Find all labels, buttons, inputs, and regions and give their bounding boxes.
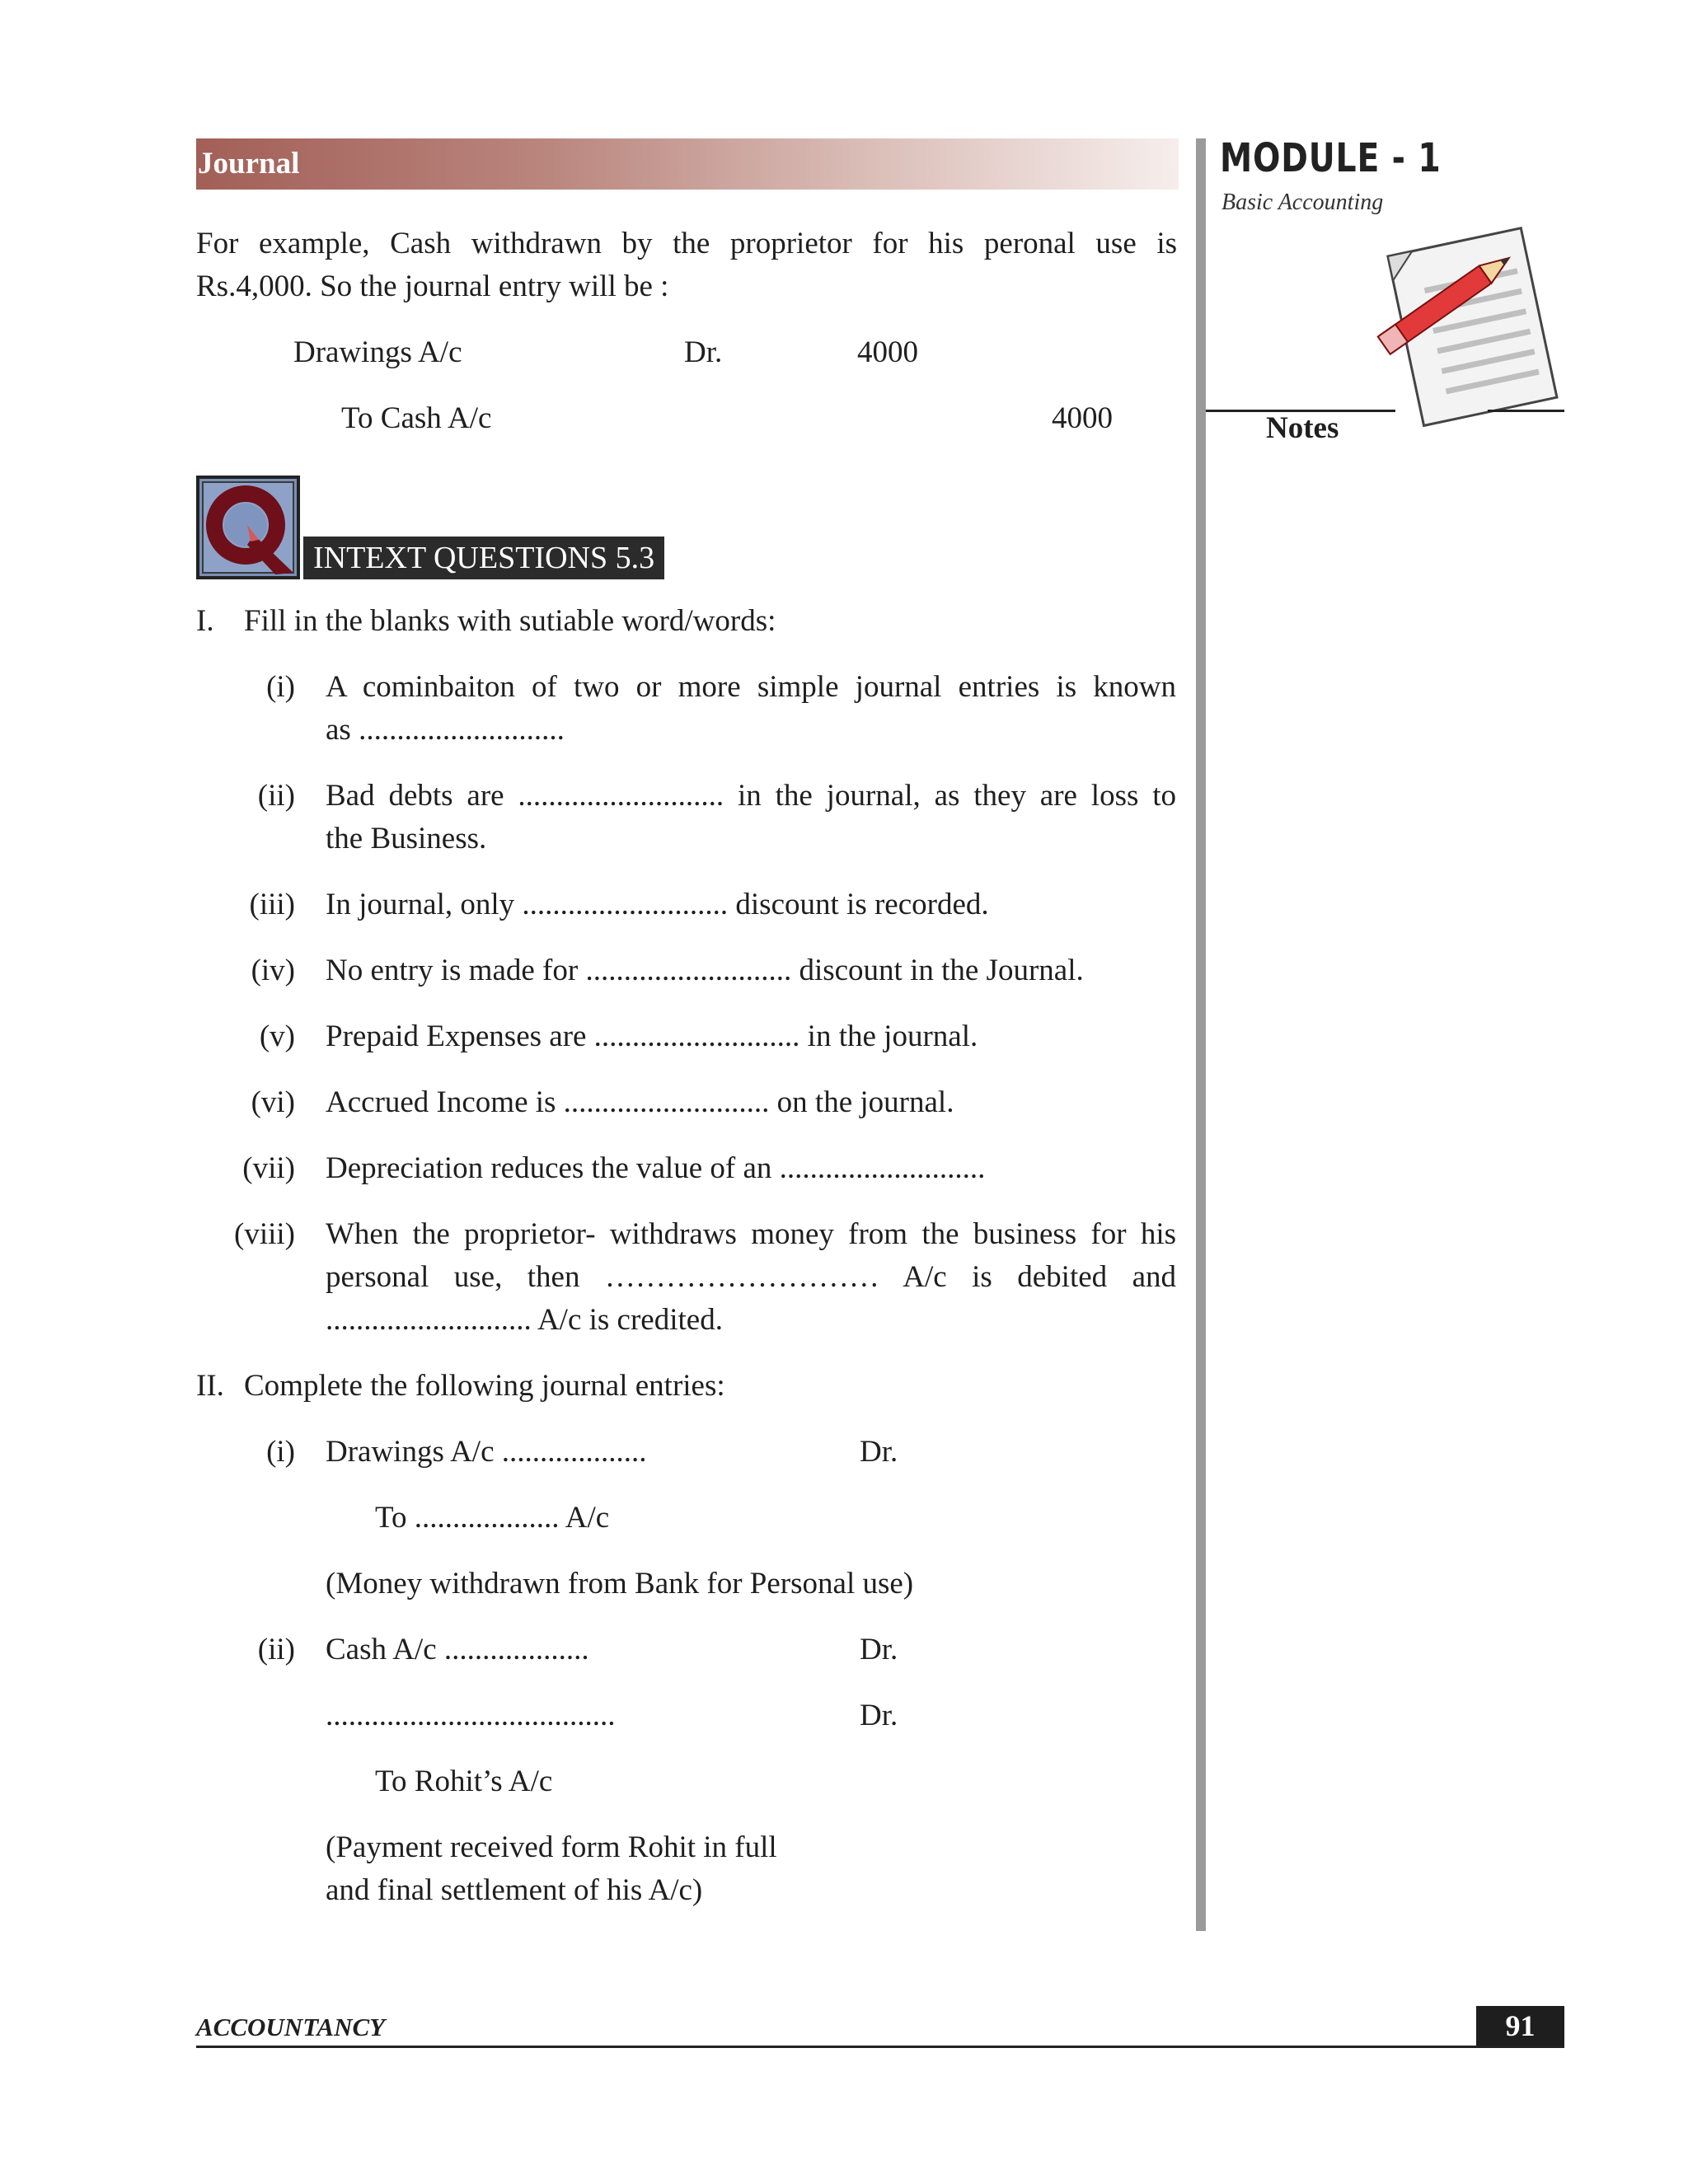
sidebar-divider [1196,138,1206,1931]
question-number: (iv) [251,954,295,987]
section-2-numeral: II. [196,1369,224,1403]
footer-rule [196,2046,1564,2048]
entry-dr-marker: Dr. [860,1435,898,1469]
section-title: Journal [198,147,300,180]
question-text-line: the Business. [326,822,487,855]
notes-label: Notes [1266,411,1339,445]
section-2-heading: Complete the following journal entries: [244,1369,725,1403]
example-credit-amount: 4000 [1052,401,1113,435]
module-title: MODULE - 1 [1220,135,1442,181]
question-number: (iii) [249,888,295,921]
example-paragraph-line-2: Rs.4,000. So the journal entry will be : [196,269,669,303]
question-number: (viii) [234,1217,295,1251]
entry-dr-marker: Dr. [860,1699,898,1732]
entry-debit-line: Cash A/c ................... [326,1633,589,1666]
page-number: 91 [1476,2006,1564,2046]
example-debit-amount: 4000 [857,335,918,369]
footer-title: ACCOUNTANCY [196,2013,386,2041]
question-number: (v) [259,1019,295,1053]
entry-debit-line: ...................................... [326,1699,616,1732]
section-1-numeral: I. [196,604,214,638]
question-number: (i) [266,670,295,704]
entry-credit-line: To ................... A/c [375,1501,610,1535]
module-subtitle: Basic Accounting [1221,190,1384,215]
intext-questions-label: INTEXT QUESTIONS 5.3 [303,537,664,579]
entry-debit-line: Drawings A/c ................... [326,1435,647,1469]
section-header-band [196,138,1179,190]
entry-number: (ii) [257,1633,295,1666]
question-number: (vi) [251,1085,295,1119]
question-text-line: No entry is made for ........................... discount in the Journal. [326,954,1084,987]
notes-pencil-icon [1364,216,1578,447]
question-text-line: personal use, then ……………………… A/c is debited and [326,1260,1176,1294]
question-text-line: as ........................... [326,713,565,747]
question-text-line: Accrued Income is ........................... on the journal. [326,1085,954,1119]
question-text-line: ........................... A/c is credited. [326,1303,723,1337]
example-debit-marker: Dr. [684,335,723,369]
question-q-icon [196,476,300,579]
question-number: (ii) [257,779,295,813]
example-debit-account: Drawings A/c [293,335,462,369]
entry-number: (i) [266,1435,295,1469]
question-number: (vii) [242,1151,295,1185]
entry-narration: and final settlement of his A/c) [326,1873,703,1907]
question-text-line: Depreciation reduces the value of an ........................... [326,1151,986,1185]
question-text-line: Prepaid Expenses are ........................... in the journal. [326,1019,978,1053]
question-text-line: A cominbaiton of two or more simple journal entries is known [326,670,1176,704]
entry-credit-line: To Rohit’s A/c [375,1765,553,1798]
entry-narration: (Money withdrawn from Bank for Personal use) [326,1567,914,1601]
question-text-line: Bad debts are ........................... in the journal, as they are loss to [326,779,1176,813]
notes-rule-right [1488,410,1564,412]
question-text-line: When the proprietor- withdraws money from the business for his [326,1217,1176,1251]
example-paragraph-line-1: For example, Cash withdrawn by the proprietor for his peronal use is [196,227,1177,260]
question-text-line: In journal, only ........................... discount is recorded. [326,888,989,921]
entry-dr-marker: Dr. [860,1633,898,1666]
example-credit-account: To Cash A/c [341,401,492,435]
entry-narration: (Payment received form Rohit in full [326,1830,777,1864]
section-1-heading: Fill in the blanks with sutiable word/words: [244,604,776,638]
